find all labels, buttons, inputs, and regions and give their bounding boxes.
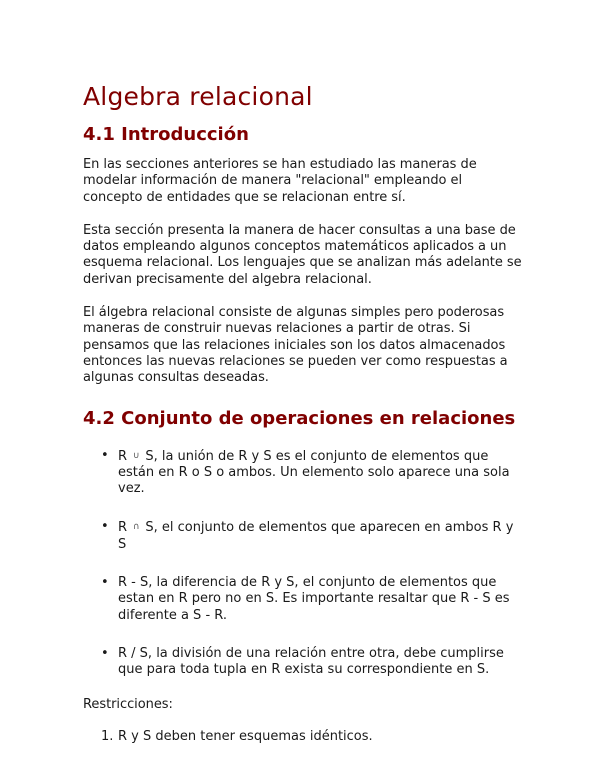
restriction-number: 1. <box>101 728 114 744</box>
list-item-restriction <box>83 729 523 745</box>
document-title: Algebra relacional <box>83 82 313 111</box>
operand-left: R <box>118 448 128 464</box>
restriction-text: R y S deben tener esquemas idénticos. <box>118 728 373 744</box>
section-heading-introduccion: 4.1 Introducción <box>83 124 249 145</box>
list-item-interseccion <box>83 519 523 553</box>
bullet-icon: • <box>101 645 109 661</box>
section-heading-operaciones: 4.2 Conjunto de operaciones en relaciones <box>83 407 516 429</box>
operation-text: S, la unión de R y S es el conjunto de elementos que están en R o S o ambos. Un elemento solo aparece una sola vez. <box>118 448 510 497</box>
restrictions-label: Restricciones: <box>83 696 173 712</box>
list-item-division <box>83 646 523 679</box>
bullet-icon: • <box>101 519 109 535</box>
intro-paragraph-2: Esta sección presenta la manera de hacer consultas a una base de datos empleando algunos conceptos matemáticos aplicados a un esquema relacional. Los lenguajes que se analizan más adelante se derivan precisamente del algebra relacional. <box>83 222 522 287</box>
operation-text: R / S, la división de una relación entre otra, debe cumplirse que para toda tupla en R exista su correspondiente en S. <box>118 645 504 678</box>
bullet-icon: • <box>101 447 109 463</box>
operation-text: S, el conjunto de elementos que aparecen en ambos R y S <box>118 520 514 552</box>
operations-list <box>83 448 523 679</box>
operand-left: R <box>118 520 128 536</box>
restrictions-list <box>83 729 523 745</box>
union-symbol: ∪ <box>132 450 140 461</box>
operation-text: R - S, la diferencia de R y S, el conjunto de elementos que estan en R pero no en S. Es importante resaltar que R - S es diferente a S - R. <box>118 575 510 623</box>
list-item-diferencia <box>83 575 523 624</box>
intersection-symbol: ∩ <box>132 522 140 533</box>
list-item-union <box>83 448 523 498</box>
bullet-icon: • <box>101 575 109 591</box>
document-page <box>83 80 523 745</box>
intro-paragraph-1: En las secciones anteriores se han estudiado las maneras de modelar información de manera "relacional" empleando el concepto de entidades que se relacionan entre sí. <box>83 157 477 205</box>
intro-paragraph-3: El álgebra relacional consiste de algunas simples pero poderosas maneras de construir nuevas relaciones a partir de otras. Si pensamos que las relaciones iniciales son los datos almacenados entonces las nuevas relaciones se pueden ver como respuestas a algunas consultas deseadas. <box>83 305 508 386</box>
